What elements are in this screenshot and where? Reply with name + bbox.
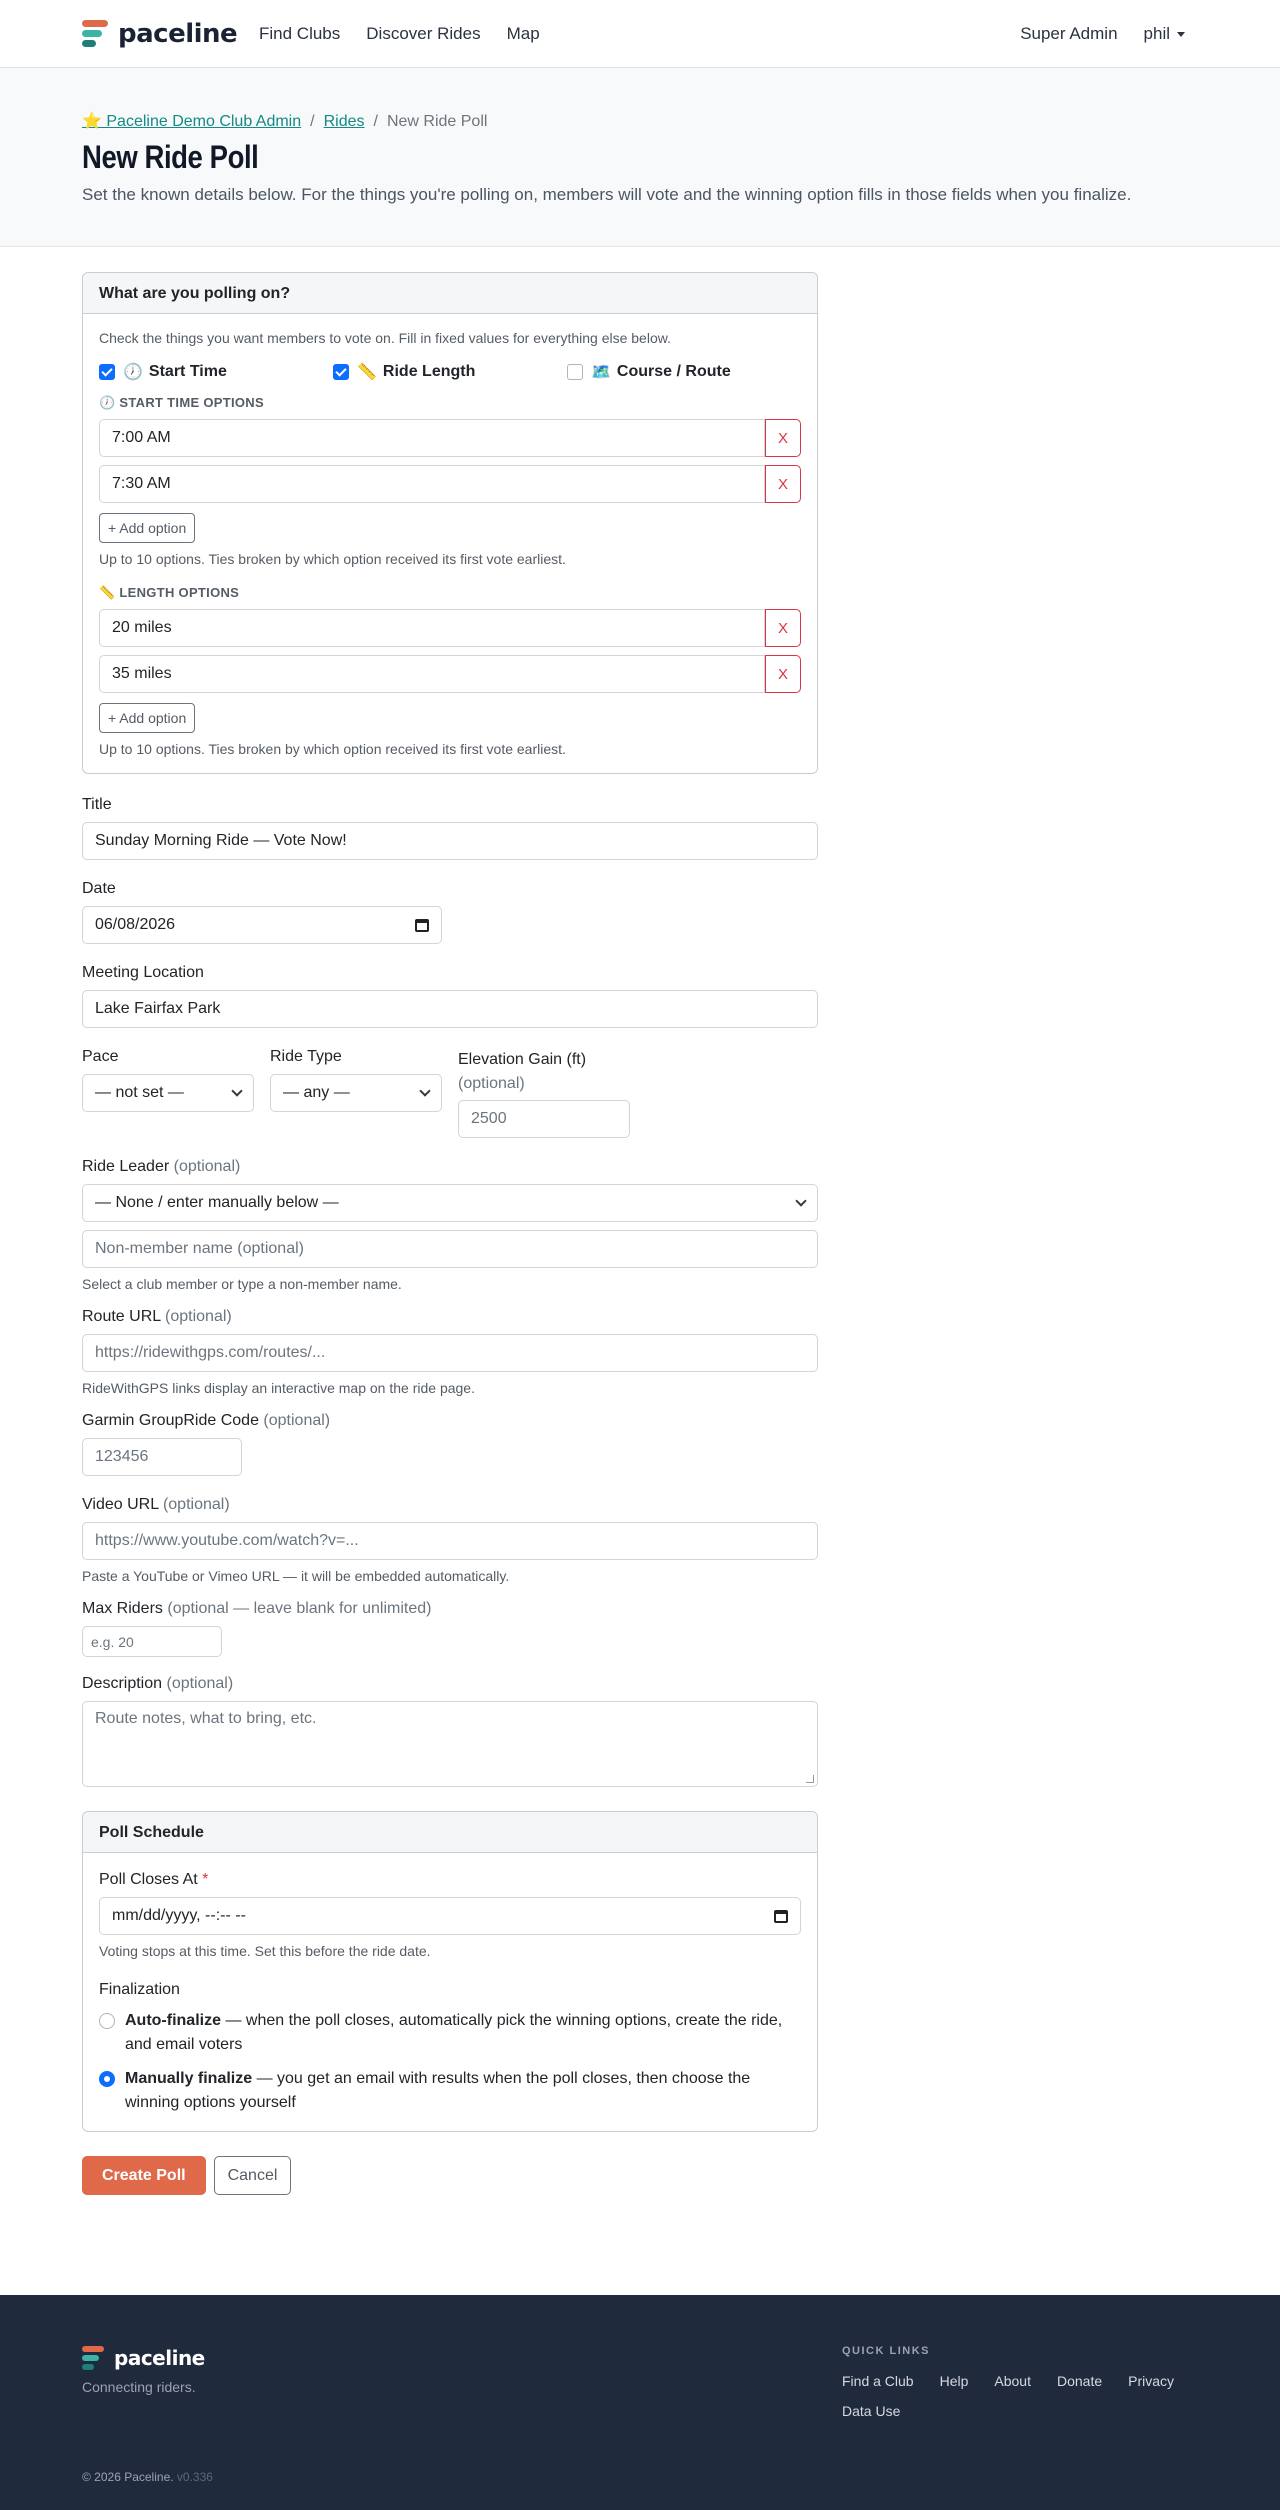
- start-option-input[interactable]: 7:30 AM: [99, 465, 765, 503]
- check-start-time-label: Start Time: [148, 362, 227, 380]
- auto-finalize-title: Auto-finalize: [125, 2012, 221, 2029]
- date-group: [82, 880, 818, 944]
- brand-logo-link[interactable]: [82, 18, 237, 50]
- checkbox-checked-icon: [333, 364, 349, 380]
- cancel-button[interactable]: Cancel: [214, 2156, 292, 2195]
- title-input[interactable]: Sunday Morning Ride — Vote Now!: [82, 822, 818, 860]
- radio-checked-icon: [99, 2071, 115, 2087]
- elevation-input[interactable]: 2500: [458, 1100, 630, 1138]
- route-label: [82, 1308, 818, 1326]
- add-start-option-button[interactable]: + Add option: [99, 513, 195, 543]
- polling-card-title: What are you polling on?: [83, 273, 817, 314]
- ride-poll-form: [82, 272, 818, 2195]
- footer-brand: [82, 2345, 205, 2371]
- leader-label-text: Ride Leader: [82, 1158, 170, 1175]
- pace-type-elevation-row: [82, 1048, 818, 1138]
- start-option-row: [99, 465, 801, 503]
- video-label-text: Video URL: [82, 1496, 159, 1513]
- page-header: [0, 69, 1280, 247]
- chevron-down-icon: [231, 1085, 242, 1096]
- resize-handle-icon[interactable]: [806, 1775, 814, 1783]
- nonmember-name-input[interactable]: Non-member name (optional): [82, 1230, 818, 1268]
- ride-type-select[interactable]: [270, 1074, 442, 1112]
- description-label-text: Description: [82, 1675, 163, 1692]
- length-option-input[interactable]: 35 miles: [99, 655, 765, 693]
- length-option-input[interactable]: 20 miles: [99, 609, 765, 647]
- required-mark: *: [202, 1871, 209, 1888]
- route-url-input[interactable]: https://ridewithgps.com/routes/...: [82, 1334, 818, 1372]
- breadcrumb-rides[interactable]: Rides: [323, 113, 365, 130]
- video-optional: (optional): [162, 1496, 230, 1513]
- route-optional: (optional): [165, 1308, 232, 1325]
- remove-option-button[interactable]: X: [765, 655, 801, 693]
- quick-links-title: QUICK LINKS: [842, 2345, 930, 2357]
- route-help: RideWithGPS links display an interactive map on the ride page.: [82, 1380, 475, 1396]
- version-text: v0.336: [176, 2470, 213, 2484]
- chevron-down-icon: [419, 1085, 430, 1096]
- page-subtitle: Set the known details below. For the things you're polling on, members will vote and the winning option fills in those fields when you finalize.: [82, 185, 1132, 204]
- start-option-row: [99, 419, 801, 457]
- leader-group: [82, 1158, 818, 1292]
- check-ride-length-label: Ride Length: [382, 362, 476, 380]
- pace-select[interactable]: [82, 1074, 254, 1112]
- poll-closes-label-text: Poll Closes At: [99, 1871, 198, 1888]
- main-nav: [259, 24, 540, 44]
- form-actions: [82, 2156, 818, 2195]
- footer-link-donate[interactable]: Donate: [1056, 2373, 1103, 2389]
- clock-icon: 🕖: [123, 362, 143, 381]
- garmin-group: [82, 1412, 818, 1476]
- max-riders-input[interactable]: e.g. 20: [82, 1626, 222, 1657]
- max-riders-optional: (optional — leave blank for unlimited): [167, 1600, 432, 1617]
- auto-finalize-desc: — when the poll closes, automatically pick the winning options, create the ride, and email voters: [125, 2012, 783, 2053]
- schedule-card-title: Poll Schedule: [83, 1812, 817, 1853]
- calendar-icon[interactable]: [415, 919, 429, 932]
- leader-optional: (optional): [173, 1158, 241, 1175]
- poll-closes-label: [99, 1871, 801, 1889]
- poll-schedule-card: [82, 1811, 818, 2132]
- route-group: [82, 1308, 818, 1396]
- poll-closes-input[interactable]: [99, 1897, 801, 1935]
- description-optional: (optional): [166, 1675, 234, 1692]
- finalization-label: Finalization: [99, 1981, 180, 1998]
- location-group: [82, 964, 818, 1028]
- route-label-text: Route URL: [82, 1308, 161, 1325]
- ruler-icon: 📏: [357, 362, 377, 381]
- start-option-input[interactable]: 7:00 AM: [99, 419, 765, 457]
- max-riders-group: [82, 1600, 818, 1657]
- pace-label: Pace: [82, 1048, 119, 1065]
- date-input[interactable]: [82, 906, 442, 944]
- garmin-optional: (optional): [263, 1412, 331, 1429]
- breadcrumb-current: New Ride Poll: [386, 113, 488, 130]
- video-label: [82, 1496, 818, 1514]
- footer-link-find-club[interactable]: Find a Club: [842, 2373, 914, 2389]
- nav-map[interactable]: Map: [506, 24, 540, 43]
- footer-link-privacy[interactable]: Privacy: [1128, 2373, 1175, 2389]
- check-ride-length[interactable]: [333, 362, 567, 381]
- elevation-optional: (optional): [458, 1075, 525, 1092]
- page-title: New Ride Poll: [82, 139, 259, 175]
- add-length-option-button[interactable]: + Add option: [99, 703, 195, 733]
- site-footer: [0, 2295, 1280, 2510]
- brand-name: paceline: [118, 19, 238, 49]
- remove-option-button[interactable]: X: [765, 609, 801, 647]
- leader-help: Select a club member or type a non-member name.: [82, 1276, 402, 1292]
- footer-link-data-use[interactable]: Data Use: [842, 2403, 901, 2419]
- nav-discover-rides[interactable]: Discover Rides: [366, 24, 481, 43]
- title-label: Title: [82, 796, 112, 813]
- max-riders-label: [82, 1600, 818, 1618]
- paceline-logo-icon: [82, 2345, 106, 2371]
- breadcrumb: ⭐ Paceline Demo Club Admin / Rides / New Ride Poll: [82, 113, 488, 130]
- length-option-row: [99, 609, 801, 647]
- check-start-time[interactable]: [99, 362, 333, 381]
- checkbox-checked-icon: [99, 364, 115, 380]
- polling-hint: Check the things you want members to vote on. Fill in fixed values for everything else below.: [99, 330, 671, 346]
- location-label: Meeting Location: [82, 964, 204, 981]
- caret-down-icon: [1177, 32, 1185, 37]
- title-group: [82, 796, 818, 860]
- description-placeholder: Route notes, what to bring, etc.: [95, 1710, 317, 1727]
- video-url-input[interactable]: https://www.youtube.com/watch?v=...: [82, 1522, 818, 1560]
- chevron-down-icon: [795, 1195, 806, 1206]
- elevation-label-text: Elevation Gain (ft): [458, 1051, 587, 1068]
- elevation-label: [458, 1048, 630, 1096]
- video-group: [82, 1496, 818, 1584]
- poll-closes-value: mm/dd/yyyy, --:-- --: [112, 1907, 246, 1924]
- ride-leader-select[interactable]: [82, 1184, 818, 1222]
- paceline-logo-icon: [82, 18, 110, 50]
- map-icon: 🗺️: [591, 362, 611, 381]
- description-textarea[interactable]: [82, 1701, 818, 1787]
- footer-copyright: [82, 2470, 213, 2484]
- radio-unchecked-icon: [99, 2013, 115, 2029]
- checkbox-unchecked-icon: [567, 364, 583, 380]
- user-name: phil: [1143, 24, 1170, 43]
- poll-closes-help: Voting stops at this time. Set this before the ride date.: [99, 1943, 431, 1959]
- nav-find-clubs[interactable]: Find Clubs: [259, 24, 341, 43]
- check-course-route[interactable]: [567, 362, 801, 381]
- max-riders-label-text: Max Riders: [82, 1600, 163, 1617]
- user-menu-toggle[interactable]: [1144, 24, 1185, 44]
- poll-field-checks: [99, 362, 801, 381]
- garmin-code-input[interactable]: 123456: [82, 1438, 242, 1476]
- polling-options-card: [82, 272, 818, 774]
- create-poll-button[interactable]: Create Poll: [82, 2156, 206, 2195]
- footer-link-help[interactable]: Help: [939, 2373, 969, 2389]
- nav-super-admin[interactable]: Super Admin: [1020, 24, 1118, 43]
- manual-finalize-title: Manually finalize: [125, 2070, 253, 2087]
- start-time-options-label: 🕖 START TIME OPTIONS: [99, 395, 264, 410]
- garmin-label-text: Garmin GroupRide Code: [82, 1412, 259, 1429]
- start-options-help: Up to 10 options. Ties broken by which option received its first vote earliest.: [99, 551, 566, 567]
- description-label: [82, 1675, 818, 1693]
- copyright-text: © 2026 Paceline.: [82, 2470, 174, 2484]
- length-options-help: Up to 10 options. Ties broken by which option received its first vote earliest.: [99, 741, 566, 757]
- location-input[interactable]: Lake Fairfax Park: [82, 990, 818, 1028]
- breadcrumb-club-admin[interactable]: ⭐ Paceline Demo Club Admin: [82, 113, 302, 130]
- date-label: Date: [82, 880, 116, 897]
- ride-leader-value: — None / enter manually below —: [95, 1194, 339, 1211]
- ride-type-value: — any —: [283, 1084, 350, 1101]
- top-navbar: [0, 0, 1280, 68]
- ride-type-label: Ride Type: [270, 1048, 342, 1065]
- description-group: [82, 1675, 818, 1787]
- video-help: Paste a YouTube or Vimeo URL — it will be embedded automatically.: [82, 1568, 510, 1584]
- footer-tagline: Connecting riders.: [82, 2379, 196, 2395]
- pace-value: — not set —: [95, 1084, 184, 1101]
- calendar-icon[interactable]: [774, 1910, 788, 1923]
- check-course-route-label: Course / Route: [616, 362, 731, 380]
- quick-links: [842, 2373, 1202, 2419]
- remove-option-button[interactable]: X: [765, 465, 801, 503]
- garmin-label: [82, 1412, 818, 1430]
- length-option-row: [99, 655, 801, 693]
- length-options-label: 📏 LENGTH OPTIONS: [99, 585, 240, 600]
- auto-finalize-option[interactable]: [99, 2009, 801, 2057]
- remove-option-button[interactable]: X: [765, 419, 801, 457]
- footer-link-about[interactable]: About: [994, 2373, 1031, 2389]
- date-value: 06/08/2026: [95, 916, 176, 933]
- manual-finalize-option[interactable]: [99, 2067, 801, 2115]
- leader-label: [82, 1158, 818, 1176]
- user-nav: [1020, 24, 1185, 44]
- footer-brand-name: paceline: [114, 2346, 205, 2370]
- manual-finalize-desc: — you get an email with results when the poll closes, then choose the winning options yourself: [125, 2070, 751, 2111]
